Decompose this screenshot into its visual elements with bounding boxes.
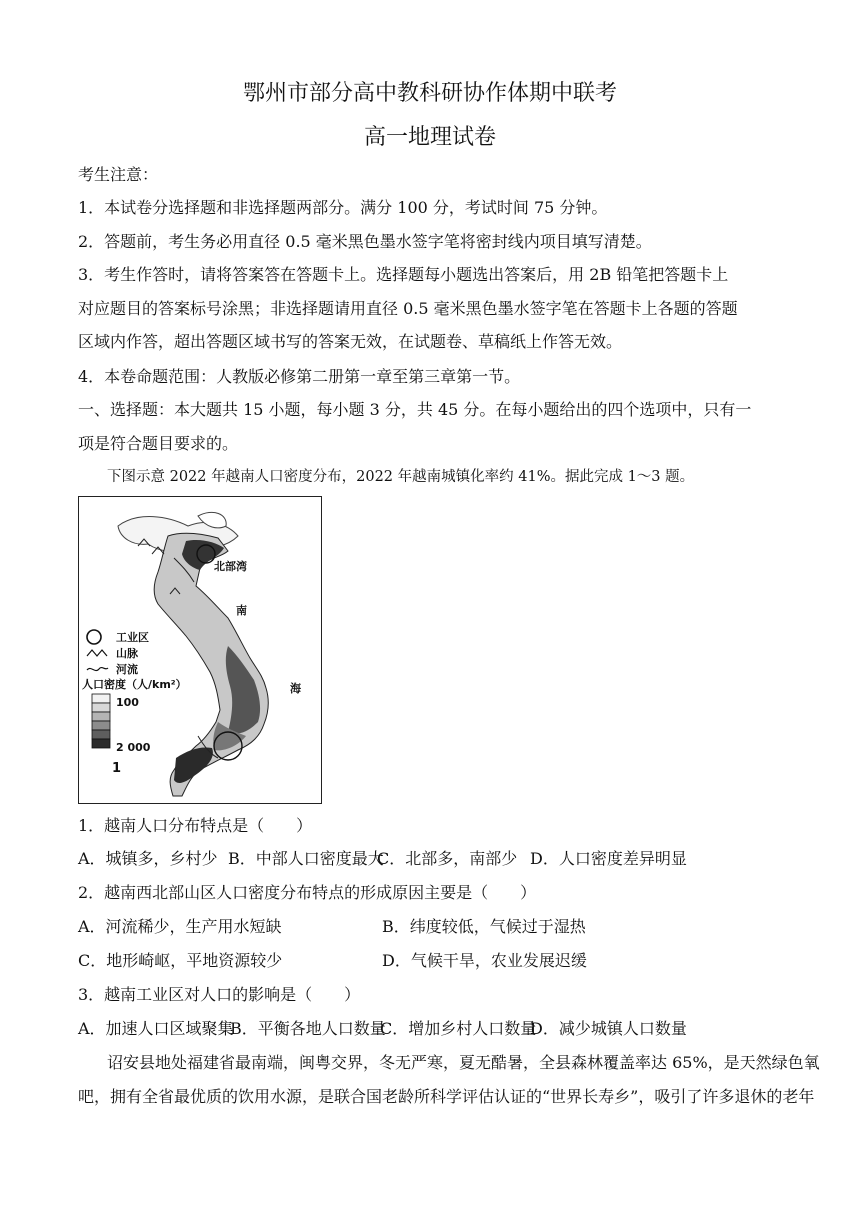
notice-item: 1．本试卷分选择题和非选择题两部分。满分 100 分，考试时间 75 分钟。 xyxy=(78,198,608,217)
legend-max: 2 000 xyxy=(116,741,151,754)
notice-item: 区域内作答，超出答题区域书写的答案无效，在试题卷、草稿纸上作答无效。 xyxy=(78,332,623,351)
option: B．纬度较低，气候过于湿热 xyxy=(382,917,586,936)
legend-mountain: 山脉 xyxy=(116,647,138,660)
label-gulf: 北部湾 xyxy=(214,560,247,573)
question-stem: 2．越南西北部山区人口密度分布特点的形成原因主要是（ ） xyxy=(78,883,537,902)
option: C．增加乡村人口数量 xyxy=(380,1019,537,1038)
passage-line: 吧，拥有全省最优质的饮用水源，是联合国老龄所科学评估认证的“世界长寿乡”，吸引了许多退休的老年 xyxy=(78,1087,815,1106)
legend-industry: 工业区 xyxy=(116,631,149,644)
vietnam-population-map xyxy=(78,496,322,804)
legend-density: 人口密度（人/km²） xyxy=(82,678,187,691)
legend-river: 河流 xyxy=(116,663,138,676)
option: B．平衡各地人口数量 xyxy=(230,1019,386,1038)
density-scale xyxy=(92,694,110,748)
notice-item: 2．答题前，考生务必用直径 0.5 毫米黑色墨水签字笔将密封线内项目填写清楚。 xyxy=(78,232,652,251)
option: A．河流稀少，生产用水短缺 xyxy=(78,917,282,936)
option: C．地形崎岖，平地资源较少 xyxy=(78,951,283,970)
exam-subtitle: 高一地理试卷 xyxy=(363,125,496,150)
notice-item: 3．考生作答时，请将答案答在答题卡上。选择题每小题选出答案后，用 2B 铅笔把答题卡上 xyxy=(78,265,729,284)
label-sea: 海 xyxy=(290,682,301,695)
label-south: 南 xyxy=(236,604,247,617)
option: C．北部多，南部少 xyxy=(377,849,518,868)
map-intro: 下图示意 2022 年越南人口密度分布，2022 年越南城镇化率约 41%。据此完成 1～3 题。 xyxy=(107,469,695,485)
option: A．城镇多，乡村少 xyxy=(78,849,218,868)
section-heading-cont: 项是符合题目要求的。 xyxy=(78,434,239,453)
question-stem: 1．越南人口分布特点是（ ） xyxy=(78,816,313,835)
notice-heading: 考生注意： xyxy=(78,165,159,184)
option: A．加速人口区域聚集 xyxy=(78,1019,234,1038)
notice-item: 对应题目的答案标号涂黑；非选择题请用直径 0.5 毫米黑色墨水签字笔在答题卡上各题的答题 xyxy=(78,299,738,318)
exam-title: 鄂州市部分高中教科研协作体期中联考 xyxy=(242,81,617,106)
option: D．人口密度差异明显 xyxy=(530,849,687,868)
notice-item: 4．本卷命题范围：人教版必修第二册第一章至第三章第一节。 xyxy=(78,367,521,386)
option: D．气候干旱，农业发展迟缓 xyxy=(382,951,587,970)
question-stem: 3．越南工业区对人口的影响是（ ） xyxy=(78,985,361,1004)
section-heading: 一、选择题：本大题共 15 小题，每小题 3 分，共 45 分。在每小题给出的四个选项中，只有一 xyxy=(78,400,752,419)
option: D．减少城镇人口数量 xyxy=(530,1019,687,1038)
legend-min: 100 xyxy=(116,696,139,709)
passage-line: 诏安县地处福建省最南端，闽粤交界，冬无严寒，夏无酷暑，全县森林覆盖率达 65%，是天然绿色氧 xyxy=(107,1053,820,1072)
marker-one: 1 xyxy=(112,761,122,776)
option: B．中部人口密度最大 xyxy=(228,849,384,868)
